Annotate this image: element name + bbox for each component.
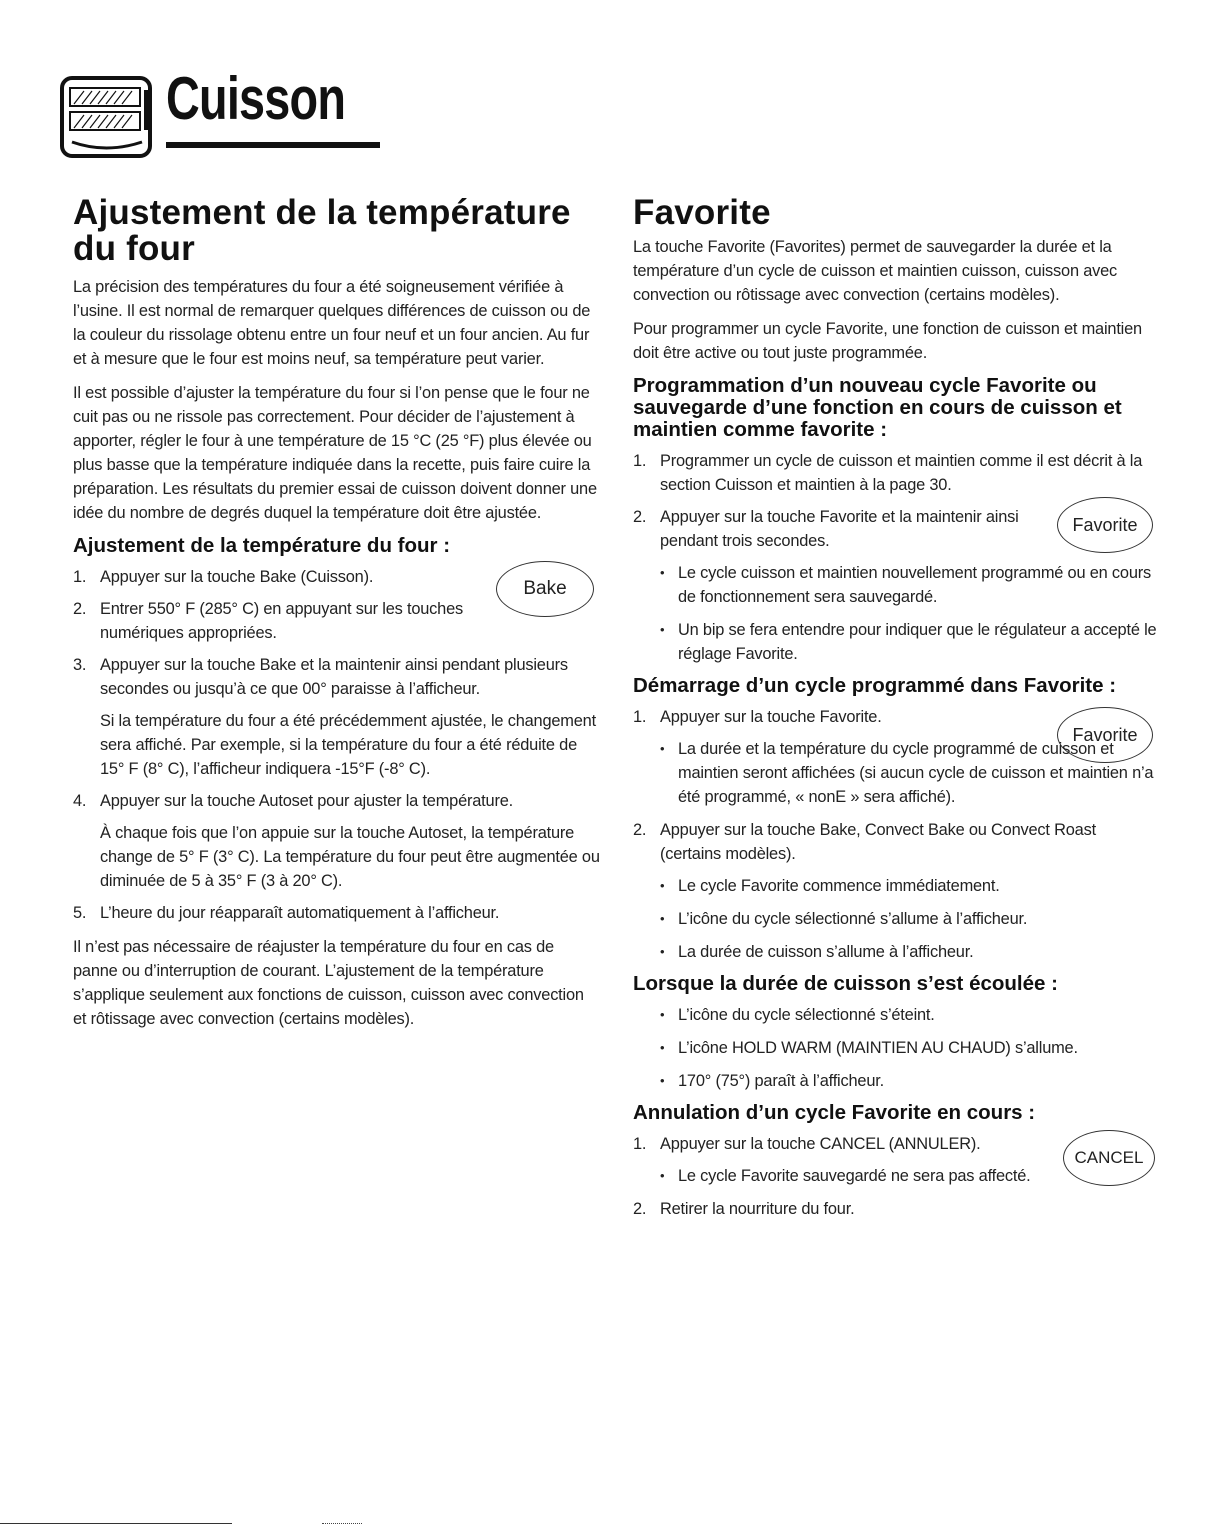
step-text: Appuyer sur la touche CANCEL (ANNULER). — [660, 1135, 981, 1153]
step-number: 3. — [73, 656, 87, 674]
section-title: Cuisson — [166, 65, 346, 132]
step-text: Entrer 550° F (285° C) en appuyant sur les touches numériques appropriées. — [100, 600, 463, 642]
list-item — [633, 818, 1158, 866]
list-item — [73, 653, 601, 701]
favorite-key-label: Favorite — [1072, 725, 1138, 745]
subheading-program-favorite: Programmation d’un nouveau cycle Favorite ou sauvegarde d’une fonction en cours de cuisson et maintien comme favorite : — [633, 374, 1122, 441]
heading-temperature-adjustment — [73, 195, 601, 267]
step-number: 2. — [73, 600, 87, 618]
step-number: 4. — [73, 792, 87, 810]
step-number: 5. — [73, 904, 87, 922]
step-number: 2. — [633, 1200, 647, 1218]
step-number: 1. — [633, 1135, 647, 1153]
cancel-favorite-steps — [633, 1132, 1158, 1221]
step-note: Si la température du four a été précédemment ajustée, le changement sera affiché. Par exemple, si la température du four a été réduite de 15° F (8° C), l’afficheur indiquera -15°F (-8° C). — [100, 712, 596, 778]
step-number: 1. — [633, 708, 647, 726]
heading-line-2: du four — [73, 229, 195, 268]
step-text: Appuyer sur la touche Bake (Cuisson). — [100, 568, 374, 586]
heading-line-1: Ajustement de la température — [73, 193, 571, 232]
list-item — [633, 449, 1158, 497]
cooking-done-list — [633, 1003, 1158, 1093]
paragraph-power-failure: Il n’est pas nécessaire de réajuster la température du four en cas de panne ou d’interruption de courant. L’ajustement de la température s’applique seulement aux fonctions de cuisson, cuisson avec convection et rôtissage avec convection (certains modèles). — [73, 938, 584, 1028]
favorite-key-label: Favorite — [1072, 515, 1138, 535]
step-text: Appuyer sur la touche Favorite et la maintenir ainsi pendant trois secondes. — [660, 508, 1019, 550]
list-item: • L’icône du cycle sélectionné s’éteint. — [633, 1003, 1158, 1027]
list-item: • La durée et la température du cycle programmé de cuisson et maintien seront affichées (si aucun cycle de cuisson et maintien n’a été programmé, « nonE » sera affiché). — [633, 737, 1158, 809]
start-favorite-steps — [633, 705, 1158, 964]
step-text: Appuyer sur la touche Autoset pour ajuster la température. — [100, 792, 513, 810]
step-note: À chaque fois que l’on appuie sur la touche Autoset, la température change de 5° F (3° C). La température du four peut être augmentée ou diminuée de 5 à 35° F (3 à 20° C). — [100, 824, 600, 890]
list-item — [73, 597, 490, 645]
subheading-adjust-steps: Ajustement de la température du four : — [73, 534, 451, 557]
step-text: Appuyer sur la touche Bake et la maintenir ainsi pendant plusieurs secondes ou jusqu’à ce que 00° paraisse à l’afficheur. — [100, 656, 568, 698]
footer-rule — [0, 1523, 232, 1524]
step-text: L’heure du jour réapparaît automatiquement à l’afficheur. — [100, 904, 500, 922]
page-header — [60, 65, 390, 160]
paragraph-adjust: Il est possible d’ajuster la température du four si l’on pense que le four ne cuit pas ou ne rissole pas correctement. Pour décider de l’ajustement à apporter, régler le four à une température de 15 °C (25 °F) plus élevée ou plus basse que la température indiquée dans la recette, puis faire cuire la préparation. Les résultats du premier essai de cuisson doivent donner une idée du nombre de degrés duquel la température doit être ajustée. — [73, 384, 597, 522]
program-favorite-steps — [633, 449, 1158, 666]
list-item: • La durée de cuisson s’allume à l’afficheur. — [633, 940, 1158, 964]
paragraph-intro: La précision des températures du four a été soigneusement vérifiée à l’usine. Il est normal de remarquer quelques différences de cuisson ou de la couleur du rissolage obtenu entre un four neuf et un four ancien. Au fur et à mesure que le four est moins neuf, sa température peut varier. — [73, 278, 591, 368]
step-number: 2. — [633, 821, 647, 839]
favorite-key-icon — [1057, 497, 1153, 553]
paragraph-favorite-program: Pour programmer un cycle Favorite, une fonction de cuisson et maintien doit être active ou tout juste programmée. — [633, 320, 1142, 362]
subheading-cooking-done: Lorsque la durée de cuisson s’est écoulée : — [633, 972, 1058, 995]
subheading-start-favorite: Démarrage d’un cycle programmé dans Favorite : — [633, 674, 1117, 697]
paragraph-favorite-intro: La touche Favorite (Favorites) permet de sauvegarder la durée et la température d’un cycle de cuisson et maintien cuisson, cuisson avec convection ou rôtissage avec convection (certains modèles). — [633, 238, 1118, 304]
right-column — [633, 195, 1158, 1229]
left-column — [73, 195, 601, 1041]
oven-icon — [60, 76, 152, 158]
step-text: Appuyer sur la touche Bake, Convect Bake ou Convect Roast (certains modèles). — [660, 821, 1096, 863]
list-item — [633, 505, 1050, 553]
cancel-key-label: CANCEL — [1074, 1148, 1144, 1167]
subheading-cancel-favorite: Annulation d’un cycle Favorite en cours : — [633, 1101, 1036, 1124]
steps-list — [73, 565, 601, 925]
step-text: Programmer un cycle de cuisson et maintien comme il est décrit à la section Cuisson et maintien à la page 30. — [660, 452, 1143, 494]
step-text: Retirer la nourriture du four. — [660, 1200, 855, 1218]
step-text: Appuyer sur la touche Favorite. — [660, 708, 882, 726]
list-item: • Le cycle cuisson et maintien nouvellement programmé ou en cours de fonctionnement sera sauvegardé. — [633, 561, 1158, 609]
bake-key-icon — [496, 561, 594, 617]
list-item — [633, 1197, 1158, 1221]
step-number: 1. — [633, 452, 647, 470]
heading-favorite: Favorite — [633, 193, 771, 232]
list-item — [73, 789, 601, 813]
list-item — [633, 705, 1158, 729]
footer-dotted-rule — [322, 1523, 362, 1524]
list-item — [73, 565, 490, 589]
list-item: • Le cycle Favorite sauvegardé ne sera pas affecté. — [633, 1164, 1158, 1188]
list-item: • L’icône HOLD WARM (MAINTIEN AU CHAUD) s’allume. — [633, 1036, 1158, 1060]
title-underline — [166, 142, 380, 148]
list-item — [73, 901, 601, 925]
list-item: • Un bip se fera entendre pour indiquer que le régulateur a accepté le réglage Favorite. — [633, 618, 1158, 666]
step-number: 1. — [73, 568, 87, 586]
list-item: • 170° (75°) paraît à l’afficheur. — [633, 1069, 1158, 1093]
list-item — [633, 1132, 1158, 1156]
step-number: 2. — [633, 508, 647, 526]
bake-key-label: Bake — [523, 578, 567, 599]
list-item: • Le cycle Favorite commence immédiatement. — [633, 874, 1158, 898]
list-item: • L’icône du cycle sélectionné s’allume à l’afficheur. — [633, 907, 1158, 931]
